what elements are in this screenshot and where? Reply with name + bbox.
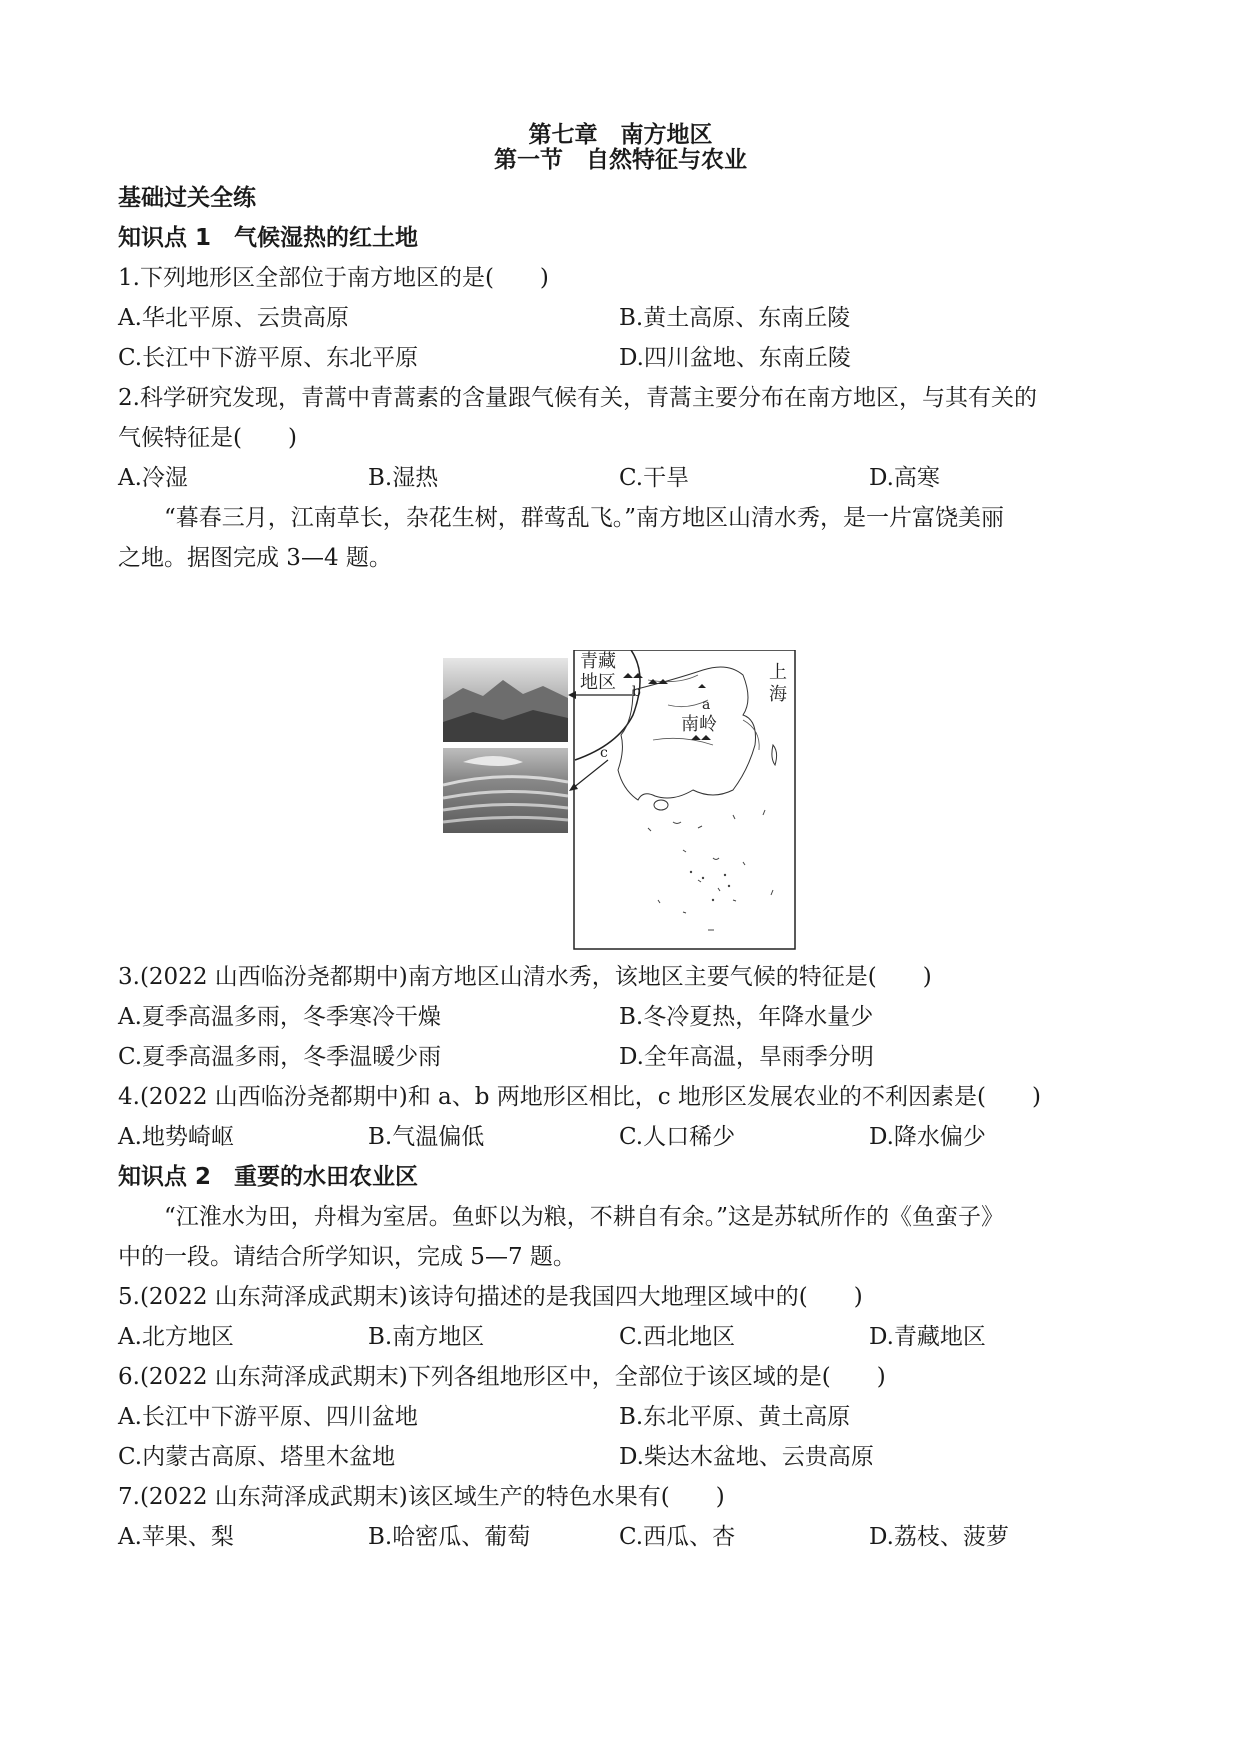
question-2-stem-line-1: 2.科学研究发现，青蒿中青蒿素的含量跟气候有关，青蒿主要分布在南方地区，与其有关的	[118, 385, 1037, 411]
q6-option-b: B.东北平原、黄土高原	[619, 1404, 851, 1430]
map-label-nanling: 南岭	[681, 714, 717, 735]
question-4-stem: 4.(2022 山西临汾尧都期中)和 a、b 两地形区相比，c 地形区发展农业的不利因素是( )	[118, 1084, 1041, 1110]
question-2-stem-line-2: 气候特征是( )	[118, 425, 297, 451]
q3-option-b: B.冬冷夏热，年降水量少	[619, 1004, 874, 1030]
q3-option-a: A.夏季高温多雨，冬季寒冷干燥	[118, 1004, 441, 1030]
question-1-stem: 1.下列地形区全部位于南方地区的是( )	[118, 265, 549, 291]
q1-option-b: B.黄土高原、东南丘陵	[619, 305, 851, 331]
passage-2-line-2: 中的一段。请结合所学知识，完成 5—7 题。	[118, 1244, 576, 1270]
map-label-c: c	[600, 745, 608, 761]
section-title: 第一节 自然特征与农业	[494, 147, 747, 173]
q1-option-d: D.四川盆地、东南丘陵	[619, 345, 851, 371]
q4-option-a: A.地势崎岖	[118, 1124, 234, 1150]
q1-option-a: A.华北平原、云贵高原	[118, 305, 349, 331]
q5-option-a: A.北方地区	[118, 1324, 234, 1350]
landscape-photo-1	[443, 658, 568, 742]
practice-heading: 基础过关全练	[118, 185, 256, 211]
q2-option-c: C.干旱	[619, 465, 690, 491]
map-label-qinghai-tibet-1: 青藏	[580, 651, 616, 672]
question-7-stem: 7.(2022 山东菏泽成武期末)该区域生产的特色水果有( )	[118, 1484, 725, 1510]
knowledge-point-1-heading: 知识点 1 气候湿热的红土地	[118, 225, 419, 251]
q4-option-b: B.气温偏低	[368, 1124, 485, 1150]
terraced-fields-photo	[443, 748, 568, 833]
map-label-a: a	[702, 697, 711, 713]
q5-option-d: D.青藏地区	[869, 1324, 986, 1350]
q2-option-b: B.湿热	[368, 465, 439, 491]
map-label-shanghai-2: 海	[769, 684, 787, 705]
q6-option-d: D.柴达木盆地、云贵高原	[619, 1444, 874, 1470]
q3-option-c: C.夏季高温多雨，冬季温暖少雨	[118, 1044, 442, 1070]
passage-2-line-1: “江淮水为田，舟楫为室居。鱼虾以为粮，不耕自有余。”这是苏轼所作的《鱼蛮子》	[164, 1204, 1005, 1230]
q7-option-d: D.荔枝、菠萝	[869, 1524, 1009, 1550]
passage-1-line-1: “暮春三月，江南草长，杂花生树，群莺乱飞。”南方地区山清水秀，是一片富饶美丽	[164, 505, 1005, 531]
q3-option-d: D.全年高温，旱雨季分明	[619, 1044, 874, 1070]
map-figure	[443, 650, 796, 950]
q2-option-d: D.高寒	[869, 465, 940, 491]
chapter-title: 第七章 南方地区	[528, 122, 713, 148]
map-label-b: b	[632, 684, 641, 700]
q5-option-b: B.南方地区	[368, 1324, 485, 1350]
q7-option-b: B.哈密瓜、葡萄	[368, 1524, 531, 1550]
map-label-qinghai-tibet-2: 地区	[580, 672, 616, 693]
q5-option-c: C.西北地区	[619, 1324, 736, 1350]
q7-option-c: C.西瓜、杏	[619, 1524, 736, 1550]
question-3-stem: 3.(2022 山西临汾尧都期中)南方地区山清水秀，该地区主要气候的特征是( )	[118, 964, 932, 990]
passage-1-line-2: 之地。据图完成 3—4 题。	[118, 545, 392, 571]
q4-option-d: D.降水偏少	[869, 1124, 986, 1150]
map-label-shanghai-1: 上	[769, 662, 787, 683]
q1-option-c: C.长江中下游平原、东北平原	[118, 345, 419, 371]
q4-option-c: C.人口稀少	[619, 1124, 736, 1150]
q6-option-c: C.内蒙古高原、塔里木盆地	[118, 1444, 396, 1470]
knowledge-point-2-heading: 知识点 2 重要的水田农业区	[118, 1164, 419, 1190]
q6-option-a: A.长江中下游平原、四川盆地	[118, 1404, 418, 1430]
q7-option-a: A.苹果、梨	[118, 1524, 234, 1550]
question-5-stem: 5.(2022 山东菏泽成武期末)该诗句描述的是我国四大地理区域中的( )	[118, 1284, 863, 1310]
question-6-stem: 6.(2022 山东菏泽成武期末)下列各组地形区中，全部位于该区域的是( )	[118, 1364, 886, 1390]
q2-option-a: A.冷湿	[118, 465, 188, 491]
